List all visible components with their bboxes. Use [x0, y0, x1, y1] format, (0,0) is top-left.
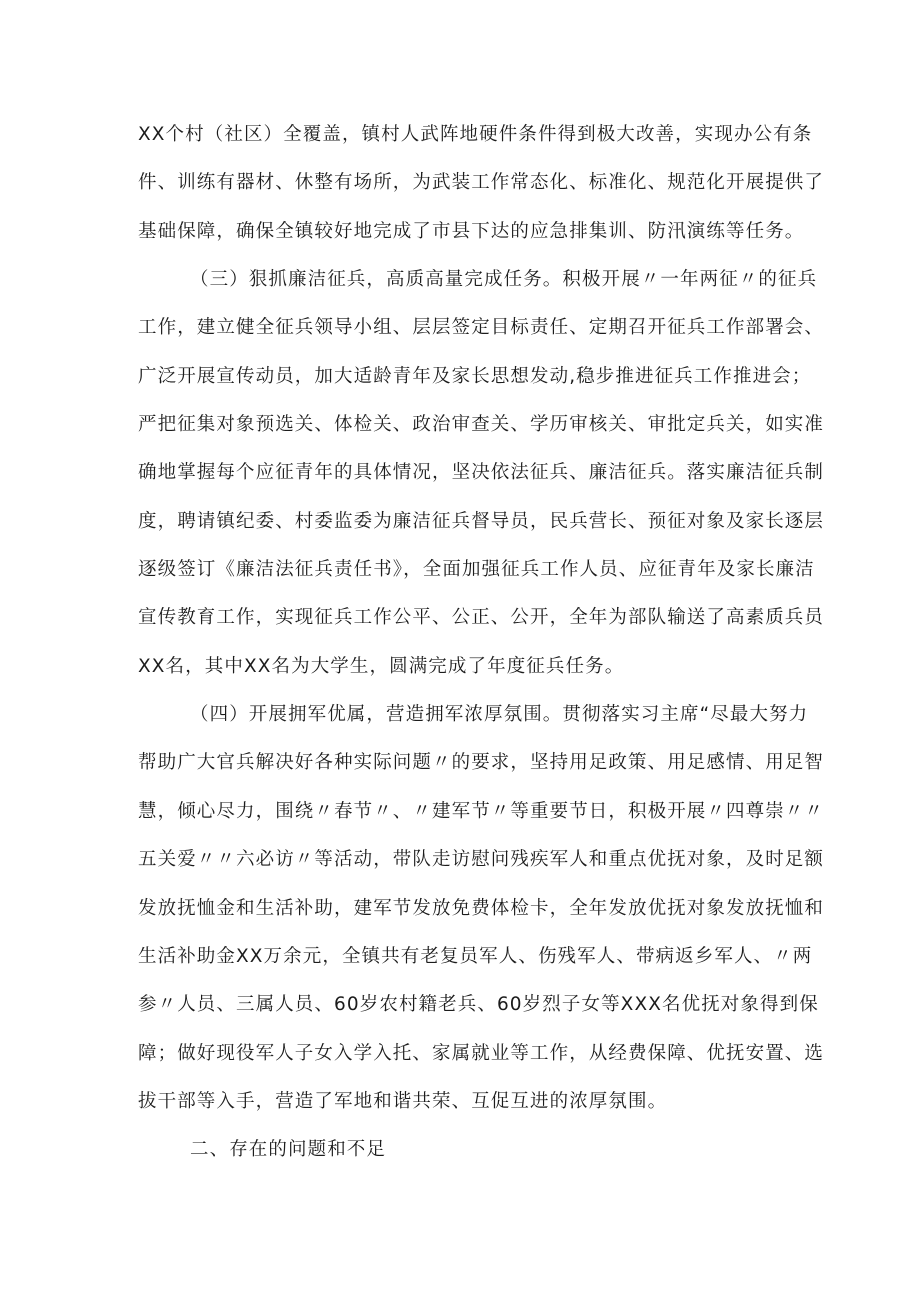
paragraph-start-line: （三）狠抓廉洁征兵，高质高量完成任务。积极开展〃一年两征〃的征兵 — [190, 269, 818, 291]
document-body — [138, 118, 825, 1182]
body-line: 五关爱〃〃六必访〃等活动，带队走访慰问残疾军人和重点优抚对象，及时足额 — [138, 849, 825, 871]
paragraph-start-line: （四）开展拥军优属，营造拥军浓厚氛围。贯彻落实习主席“尽最大努力 — [190, 704, 809, 726]
body-line: 基础保障，确保全镇较好地完成了市县下达的应急排集训、防汛演练等任务。 — [138, 220, 805, 242]
body-line: XX个村（社区）全覆盖，镇村人武阵地硬件条件得到极大改善，实现办公有条 — [138, 124, 813, 145]
body-line: 件、训练有器材、休整有场所，为武装工作常态化、标准化、规范化开展提供了 — [138, 172, 825, 194]
body-line: 拔干部等入手，营造了军地和谐共荣、互促互进的浓厚氛围。 — [138, 1090, 668, 1112]
body-line: 障；做好现役军人子女入学入托、家属就业等工作，从经费保障、优抚安置、选 — [138, 1042, 825, 1064]
body-line: XX名，其中XX名为大学生，圆满完成了年度征兵任务。 — [138, 655, 625, 677]
body-line: 工作，建立健全征兵领导小组、层层签定目标责任、定期召开征兵工作部署会、 — [138, 317, 825, 339]
body-line: 发放抚恤金和生活补助，建军节发放免费体检卡，全年发放优抚对象发放抚恤和 — [138, 897, 825, 919]
body-line: 确地掌握每个应征青年的具体情况，坚决依法征兵、廉洁征兵。落实廉洁征兵制 — [138, 462, 825, 484]
body-line: 慧，倾心尽力，围绕〃春节〃、〃建军节〃等重要节日，积极开展〃四尊崇〃〃 — [138, 800, 825, 822]
body-line: 生活补助金XX万余元，全镇共有老复员军人、伤残军人、带病返乡军人、〃两 — [138, 945, 813, 967]
body-line: 广泛开展宣传动员，加大适龄青年及家长思想发动,稳步推进征兵工作推进会； — [138, 365, 812, 387]
body-line: 逐级签订《廉洁法征兵责任书》，全面加强征兵工作人员、应征青年及家长廉洁 — [138, 559, 815, 581]
body-line: 帮助广大官兵解决好各种实际问题〃的要求，坚持用足政策、用足感情、用足智 — [138, 752, 825, 774]
body-line: 严把征集对象预选关、体检关、政治审查关、学历审核关、审批定兵关，如实准 — [138, 414, 825, 436]
body-line: 度，聘请镇纪委、村委监委为廉洁征兵督导员，民兵营长、预征对象及家长逐层 — [138, 510, 825, 532]
section-heading: 二、存在的问题和不足 — [190, 1139, 387, 1161]
body-line: 参〃人员、三属人员、60岁农村籍老兵、60岁烈子女等XXX名优抚对象得到保 — [138, 994, 819, 1016]
body-line: 宣传教育工作，实现征兵工作公平、公正、公开，全年为部队输送了高素质兵员 — [138, 607, 825, 629]
